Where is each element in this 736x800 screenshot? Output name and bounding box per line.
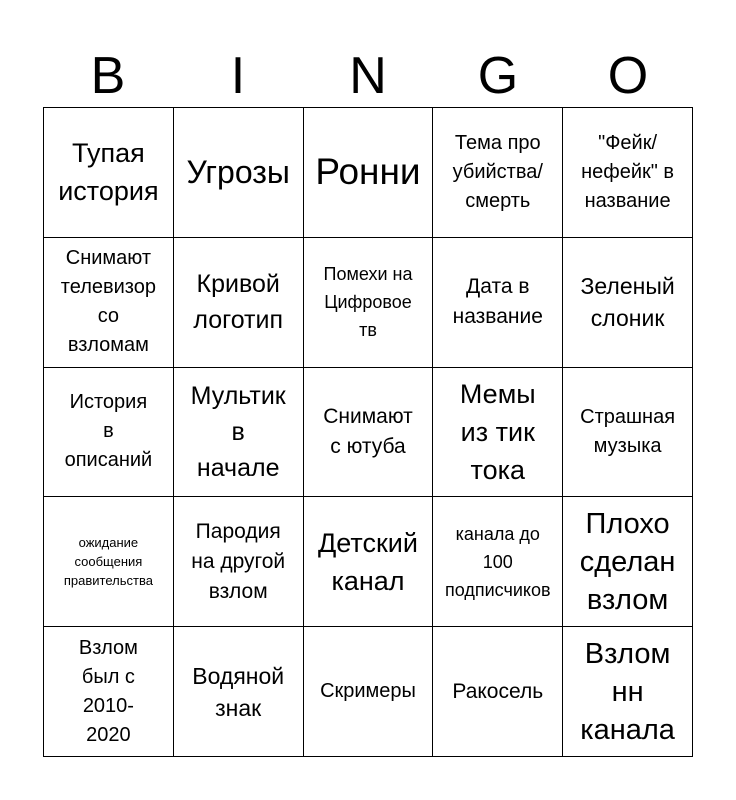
bingo-cell[interactable] (174, 368, 304, 498)
bingo-cell[interactable] (304, 497, 434, 627)
bingo-cell[interactable] (174, 238, 304, 368)
cell-text: Страшная музыка (580, 405, 676, 457)
cell-text: Помехи на Цифровое тв (323, 264, 413, 341)
header-letter-i: I (230, 47, 246, 105)
bingo-cell[interactable] (304, 368, 434, 498)
cell-text: Взлом нн канала (580, 637, 675, 746)
bingo-cell[interactable] (433, 368, 563, 498)
cell-text: Мемы из тик тока (459, 378, 536, 485)
bingo-cell[interactable] (44, 368, 174, 498)
cell-text: Скримеры (320, 680, 416, 703)
bingo-cell[interactable] (433, 497, 563, 627)
cell-text: Снимают телевизор со взломам (60, 247, 156, 357)
bingo-grid (43, 107, 693, 757)
cell-text: Водяной знак (192, 662, 285, 721)
cell-text: "Фейк/ нефейк" в название (581, 131, 675, 212)
bingo-cell[interactable] (433, 108, 563, 238)
cell-text: канала до 100 подписчиков (445, 523, 551, 600)
bingo-cell[interactable] (304, 627, 434, 757)
cell-text: Детский канал (318, 527, 418, 596)
bingo-cell[interactable] (174, 108, 304, 238)
bingo-cell[interactable] (563, 108, 693, 238)
bingo-header (43, 48, 693, 104)
bingo-cell[interactable] (563, 238, 693, 368)
bingo-cell[interactable] (44, 497, 174, 627)
bingo-cell[interactable] (44, 238, 174, 368)
bingo-cell[interactable] (174, 497, 304, 627)
bingo-cell[interactable] (563, 627, 693, 757)
cell-text: Пародия на другой взлом (191, 519, 286, 603)
cell-text: Угрозы (186, 154, 290, 191)
cell-text: Тема про убийства/ смерть (452, 131, 543, 212)
cell-text: Тупая история (58, 138, 159, 207)
bingo-cell[interactable] (174, 627, 304, 757)
bingo-cell[interactable] (304, 108, 434, 238)
cell-text: Снимают с ютуба (323, 404, 413, 458)
cell-text: Ракосель (452, 679, 544, 703)
cell-text: Дата в название (452, 275, 543, 329)
bingo-cell[interactable] (44, 108, 174, 238)
header-letter-o: O (607, 47, 649, 105)
header-letter-n: N (349, 47, 387, 105)
cell-text: Зеленый слоник (580, 273, 675, 332)
cell-text: История в описаний (64, 391, 153, 472)
cell-text: Ронни (315, 151, 421, 193)
cell-text: Мультик в начале (190, 381, 286, 482)
header-letter-b: B (90, 47, 126, 105)
bingo-cell[interactable] (433, 627, 563, 757)
bingo-cell[interactable] (433, 238, 563, 368)
bingo-cell[interactable] (304, 238, 434, 368)
cell-text: Кривой логотип (193, 270, 284, 335)
cell-text: Плохо сделан взлом (579, 507, 676, 616)
cell-text: Взлом был с 2010- 2020 (78, 636, 138, 746)
cell-text: ожидание сообщения правительства (63, 535, 153, 589)
header-letter-g: G (477, 47, 519, 105)
bingo-cell[interactable] (563, 497, 693, 627)
bingo-cell[interactable] (44, 627, 174, 757)
bingo-cell[interactable] (563, 368, 693, 498)
